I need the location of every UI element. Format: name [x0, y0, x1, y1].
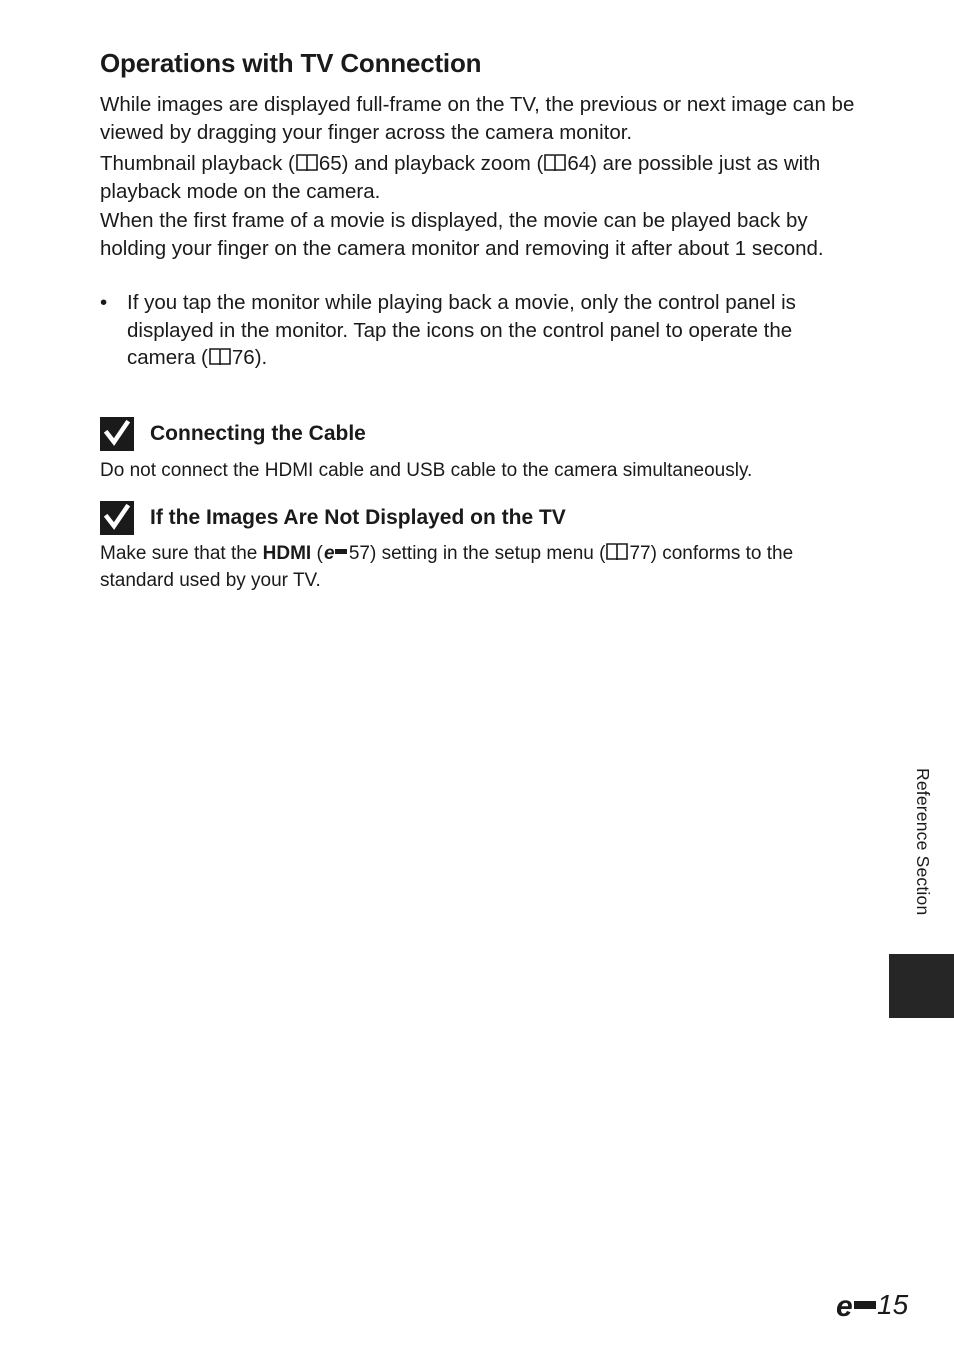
bullet-text-a: If you tap the monitor while playing back a movie, only the control panel is displayed in the monitor. Tap the icons on the control panel to operate the camera ( — [127, 291, 796, 369]
page-number-text: 15 — [877, 1289, 909, 1320]
paragraph-2-text-a: Thumbnail playback ( — [100, 152, 295, 175]
note-text-c: ) setting in the setup menu ( — [369, 543, 606, 564]
bullet-list — [100, 289, 860, 372]
note-heading-tv — [100, 501, 566, 535]
paragraph-2-ref-2: 64 — [567, 152, 591, 175]
paragraph-2-text-b: ) and playback zoom ( — [341, 152, 544, 175]
paragraph-2-ref-1: 65 — [318, 152, 342, 175]
note-ref: 77 — [629, 543, 651, 564]
book-ref-icon — [296, 153, 318, 172]
bullet-ref: 76 — [231, 346, 255, 369]
list-item — [100, 289, 860, 372]
svg-text:e: e — [836, 1291, 853, 1319]
note-text-d: ) conforms to the standard used by your TV. — [100, 543, 794, 591]
caution-check-icon — [100, 501, 134, 535]
note-text — [100, 540, 860, 594]
paragraph-3: When the first frame of a movie is displayed, the movie can be played back by holding your finger on the camera monitor and removing it after about 1 second. — [100, 209, 824, 260]
e-ref-icon — [836, 1291, 878, 1319]
note-eref: 57 — [348, 543, 370, 564]
paragraph-1: While images are displayed full-frame on the TV, the previous or next image can be viewed by dragging your finger across the camera monitor. — [100, 93, 855, 144]
book-ref-icon — [606, 542, 628, 561]
note-text: Do not connect the HDMI cable and USB cable to the camera simultaneously. — [100, 460, 753, 481]
note-title: If the Images Are Not Displayed on the TV — [150, 506, 566, 529]
paragraph-2-text-c: ) are possible just as with playback mode on the camera. — [100, 152, 821, 203]
svg-text:e: e — [323, 543, 335, 561]
note-text-b: ( — [311, 543, 323, 564]
hdmi-setting-name: HDMI — [262, 543, 312, 564]
note-text-a: Make sure that the — [100, 543, 263, 564]
note-heading-cable — [100, 417, 366, 451]
bullet-text-b: ). — [254, 346, 268, 369]
page-title: Operations with TV Connection — [100, 48, 482, 78]
book-ref-icon — [209, 347, 231, 366]
book-ref-icon — [544, 153, 566, 172]
section-label: Reference Section — [913, 768, 933, 916]
section-tab — [889, 954, 954, 1018]
paragraph-2 — [100, 150, 860, 205]
bullet-dot: • — [100, 291, 108, 314]
e-ref-icon — [324, 542, 348, 561]
note-title: Connecting the Cable — [150, 422, 366, 445]
page-number — [836, 1289, 908, 1321]
caution-check-icon — [100, 417, 134, 451]
